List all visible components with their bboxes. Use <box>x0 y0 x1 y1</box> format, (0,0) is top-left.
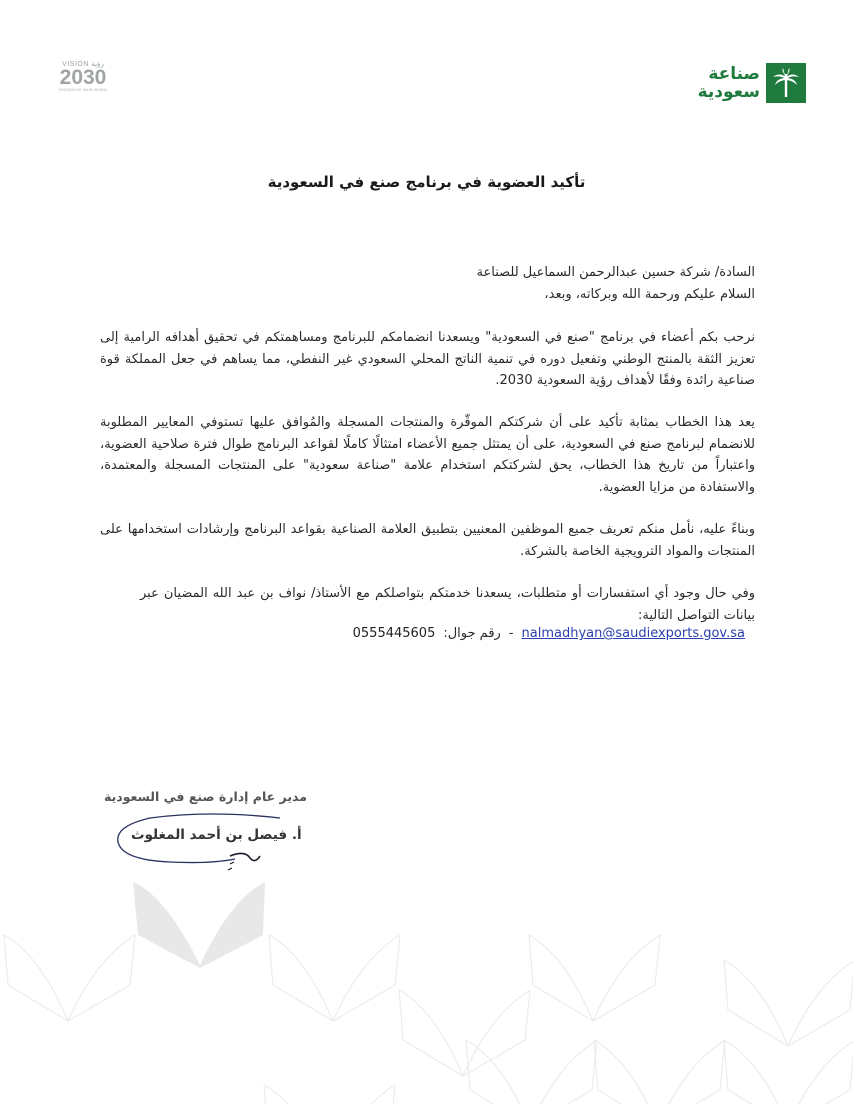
vision-2030-logo <box>52 60 114 102</box>
book-shape <box>529 935 660 1021</box>
book-shape <box>724 960 853 1046</box>
paragraph-instructions: وبناءً عليه، نأمل منكم تعريف جميع الموظفين المعنيين بتطبيق العلامة الصناعية بقواعد البرنامج وإرشادات استخدامها على المنتجات والمواد الترويجية الخاصة بالشركة. <box>100 522 755 559</box>
brand-line2: سعودية <box>697 82 760 102</box>
contact-line <box>353 626 745 641</box>
phone-number: 0555445605 <box>352 626 436 641</box>
book-shape <box>4 935 135 1021</box>
book-shape <box>594 1040 725 1104</box>
brand-line1: صناعة <box>708 64 760 84</box>
salutation: السلام عليكم ورحمة الله وبركاته، وبعد، <box>544 286 755 302</box>
contact-separator: - <box>508 626 514 641</box>
signatory-title: مدير عام إدارة صنع في السعودية <box>104 789 307 804</box>
vision-logo-sub: KINGDOM OF SAUDI ARABIA <box>59 88 107 92</box>
phone-label: رقم جوال: <box>443 626 501 641</box>
letter-title: تأكيد العضوية في برنامج صنع في السعودية <box>267 173 586 191</box>
background-book-pattern <box>0 860 853 1104</box>
vision-logo-top: VISION رؤية <box>62 61 104 68</box>
paragraph-confirmation: يعد هذا الخطاب بمثابة تأكيد على أن شركتكم الموقّرة والمنتجات المسجلة والمُوافق عليها تستوفي المعايير المطلوبة للانضمام لبرنامج صنع في السعودية، على أن يمتثل جميع الأعضاء امتثالًا كاملًا لقواعد البرنامج طوال فترة صلاحية العضوية، واعتباراً من تاريخ هذا الخطاب، يحق لشركتكم استخدام علامة "صناعة سعودية" على المنتجات المسجلة والمعتمدة، والاستفادة من مزايا العضوية. <box>100 415 755 495</box>
book-shape <box>399 990 530 1076</box>
book-shape <box>466 1040 597 1104</box>
vision-logo-number: 2030 <box>59 66 107 89</box>
book-shape <box>269 935 400 1021</box>
book-shape <box>724 1040 853 1104</box>
book-shape <box>264 1085 395 1104</box>
signatory-name: أ. فيصل بن أحمد المغلوث <box>131 827 302 843</box>
saudi-made-logo <box>688 62 806 104</box>
email-link[interactable]: nalmadhyan@saudiexports.gov.sa <box>521 626 745 641</box>
book-shape-filled <box>133 882 265 968</box>
greeting-block <box>355 262 755 305</box>
addressee: السادة/ شركة حسين عبدالرحمن السماعيل للصناعة <box>476 265 755 280</box>
paragraph-welcome: نرحب بكم أعضاء في برنامج "صنع في السعودية" ويسعدنا انضمامكم للبرنامج ومساهمتكم في تحقيق أهدافه الرامية إلى تعزيز الثقة بالمنتج الوطني وتفعيل دوره في تنمية الناتج المحلي السعودي غير النفطي، مما يساهم في جعل المملكة قوة صناعية رائدة وفقًا لأهداف رؤية السعودية 2030. <box>100 330 755 388</box>
paragraph-contact: وفي حال وجود أي استفسارات أو متطلبات، يسعدنا خدمتكم بتواصلكم مع الأستاذ/ نواف بن عبد الله المضيان عبر بيانات التواصل التالية: <box>140 586 755 623</box>
palm-tree-icon <box>766 63 806 103</box>
brand-text <box>698 65 760 101</box>
